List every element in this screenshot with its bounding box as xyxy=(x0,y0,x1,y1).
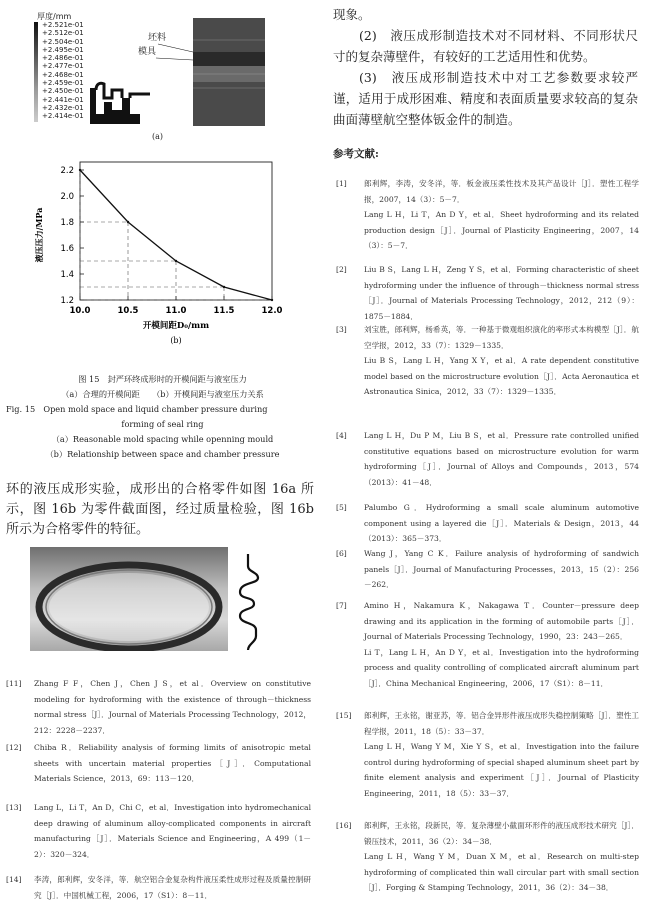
legend-value: +2.477e-01 xyxy=(42,62,84,71)
reference-number: [16] xyxy=(336,821,352,830)
reference-number: [6] xyxy=(336,549,347,558)
reference-item xyxy=(336,262,639,320)
reference-citation: 郎利辉，王永铭，段新民，等．复杂薄壁小截面环形件的液压成形技术研究［J］．锻压技术，2011，36（2）：34－38． xyxy=(364,821,639,846)
reference-number: [14] xyxy=(6,875,22,884)
figure-15b-chart xyxy=(20,150,320,365)
pressure-vs-spacing-chart xyxy=(20,150,320,365)
reference-citation: 刘宝胜，郎利辉，杨希英，等．一种基于微观组织演化的率形式本构模型［J］．航空学报，2012，33（7）：1329－1335． xyxy=(364,325,639,350)
references-left-column xyxy=(6,676,311,916)
body-right-p2: (2) 液压成形制造技术对不同材料、不同形状尺寸的复杂薄壁件，有较好的工艺适用性和优势。 xyxy=(333,28,638,64)
data-point xyxy=(223,286,225,288)
y-tick-label: 1.6 xyxy=(60,244,74,254)
thickness-color-bar xyxy=(34,22,38,122)
body-left-paragraph: 环的液压成形实验，成形出的合格零件如图 16a 所示，图 16b 为零件截面图，经过质量检验，图 16b 所示为合格零件的特征。 xyxy=(6,482,314,537)
data-point xyxy=(127,221,129,223)
reference-citation: Chiba R．Reliability analysis of forming limits of anisotropic metal sheets with uncertain material properties［J］．Computational Materials Science，2013，69：113－120． xyxy=(34,743,311,784)
legend-value: +2.450e-01 xyxy=(42,87,84,96)
references-heading: 参考文献: xyxy=(333,148,379,160)
reference-number: [5] xyxy=(336,503,347,512)
reference-number: [3] xyxy=(336,325,347,334)
reference-text xyxy=(364,818,639,896)
legend-value: +2.459e-01 xyxy=(42,79,84,88)
caption-cn-sub: （a）合理的开模间距 （b）开模间距与液室压力关系 xyxy=(61,389,264,399)
y-tick-label: 2.2 xyxy=(60,166,74,176)
reference-citation: Wang J，Yang C K．Failure analysis of hydroforming of sandwich panels［J］．Journal of Manufacturing Processes，2013，15（2）：256－262． xyxy=(364,549,639,590)
data-point xyxy=(79,169,81,171)
legend-value: +2.441e-01 xyxy=(42,95,84,104)
reference-citation: Zhang F F，Chen J，Chen J S，et al．Overview on constitutive modeling for hydroforming with the existence of through－thickness normal stress［J］．Journal of Materials Processing Technology，2012，212：2228－2237． xyxy=(34,679,311,735)
plot-frame xyxy=(80,162,272,300)
y-tick-label: 1.8 xyxy=(60,218,74,228)
reference-item xyxy=(336,818,639,914)
x-tick-label: 11.5 xyxy=(213,306,235,316)
reference-citation-en: Lang L H，Li T，An D Y，et al．Sheet hydroforming and its related production design［J］．Journal of Plasticity Engineering，2007，14（3）：5－7． xyxy=(364,210,639,251)
reference-citation: Lang L H，Du P M，Liu B S，et al．Pressure rate controlled unified constitutive equations based on microstructure evolution for warm hydroforming［J］．Journal of Alloys and Compounds，2013，574（2013）：41－48． xyxy=(364,431,639,487)
reference-citation-en: Liu B S，Lang L H，Yang X Y，et al．A rate dependent constitutive model based on the microstructure evolution［J］．Acta Aeronautica et Astronautica Sinica，2012，33（7）：1329－1335． xyxy=(364,356,639,397)
reference-item xyxy=(6,872,311,916)
y-axis-label: 液压压力/MPa xyxy=(34,207,44,263)
reference-citation-en: Li T，Lang L H，An D Y，et al．Investigation into the hydroforming process and quality controlling of complicated aircraft aluminum part［J］．China Mechanical Engineering，2006，17（S1）：8－11． xyxy=(364,647,639,688)
reference-number: [13] xyxy=(6,803,22,812)
reference-text xyxy=(364,598,639,692)
reference-item xyxy=(6,800,311,870)
legend-value: +2.468e-01 xyxy=(42,70,84,79)
figure-16-section-profile xyxy=(232,552,282,652)
y-tick-label: 1.2 xyxy=(60,296,74,306)
legend-value: +2.486e-01 xyxy=(42,54,84,63)
caption-en-line2: forming of seal ring xyxy=(121,419,204,429)
reference-number: [11] xyxy=(6,679,22,688)
legend-value: +2.414e-01 xyxy=(42,112,84,121)
y-tick-label: 2.0 xyxy=(60,192,74,202)
seal-ring-part-image xyxy=(30,547,228,651)
reference-text xyxy=(34,676,311,738)
data-point xyxy=(271,299,273,301)
caption-en-line1: Fig. 15 Open mold space and liquid chamber pressure during xyxy=(6,404,268,414)
legend-value: +2.521e-01 xyxy=(42,21,84,29)
reference-text xyxy=(34,740,311,787)
mold-section-drawing xyxy=(90,18,265,126)
label-blank: 坯料 xyxy=(148,33,167,43)
body-right-p0: 现象。 xyxy=(333,7,371,22)
reference-item xyxy=(6,676,311,738)
pressure-line xyxy=(80,170,272,300)
data-point xyxy=(175,260,177,262)
thickness-legend-values xyxy=(42,21,84,121)
reference-item xyxy=(336,500,639,544)
reference-text xyxy=(364,322,639,400)
reference-item xyxy=(336,708,639,816)
reference-item xyxy=(336,176,639,260)
x-tick-label: 10.0 xyxy=(69,306,91,316)
caption-en-a: （a）Reasonable mold spacing while openning mould xyxy=(51,434,274,444)
reference-item xyxy=(336,322,639,426)
reference-number: [1] xyxy=(336,179,347,188)
reference-item xyxy=(336,428,639,498)
figure-16-photo xyxy=(30,547,228,651)
sublabel-b: (b) xyxy=(170,336,182,345)
thickness-legend-title: 厚度/mm xyxy=(37,12,72,21)
reference-citation-en: Lang L H，Wang Y M，Duan X M，et al．Research on multi-step hydroforming of complicated thin wall circular part with small section［J］．Forging & Stamping Technology，2011，36（2）：34－38． xyxy=(364,852,639,893)
legend-value: +2.432e-01 xyxy=(42,103,84,112)
reference-citation: Lang L，Li T，An D，Chi C，et al．Investigation into hydromechanical deep drawing of aluminum alloy-complicated components in aircraft manufacturing［J］．Materials Science and Engineering，A 499（1－2）：320－324． xyxy=(34,803,311,859)
reference-text xyxy=(364,176,639,254)
reference-text xyxy=(364,546,639,593)
reference-citation: 郎利辉，李涛，安冬洋，等．板金液压柔性技术及其产品设计［J］．塑性工程学报，2007，14（3）：5－7． xyxy=(364,179,639,204)
references-right-column xyxy=(336,176,639,916)
legend-value: +2.512e-01 xyxy=(42,29,84,38)
caption-cn-title: 图 15 封严环终成形时的开模间距与液室压力 xyxy=(78,374,247,384)
reference-text xyxy=(364,262,639,324)
label-die: 模具 xyxy=(138,47,157,57)
reference-number: [4] xyxy=(336,431,347,440)
reference-citation: Amino H，Nakamura K，Nakagawa T．Counter－pressure deep drawing and its application in the forming of automobile parts［J］．Journal of Materials Processing Technology，1990，23：243－265． xyxy=(364,601,639,642)
reference-text xyxy=(364,500,639,547)
reference-number: [12] xyxy=(6,743,22,752)
caption-en-b: （b）Relationship between space and chamber pressure xyxy=(45,449,280,459)
reference-citation: 郎利辉，王永铭，谢亚苏，等．铝合金异形件液压成形失稳控制策略［J］．塑性工程学报，2011，18（5）：33－37． xyxy=(364,711,639,736)
reference-text xyxy=(34,800,311,862)
reference-item xyxy=(336,546,639,596)
figure-15-caption xyxy=(0,372,325,462)
reference-item xyxy=(336,598,639,706)
reference-number: [15] xyxy=(336,711,352,720)
reference-citation-en: Lang L H，Wang Y M，Xie Y S，et al．Investigation into the failure control during hydroforming of special shaped aluminum sheet part by finite element analysis and experiment［J］．Journal of Plasticity Engineering，2011，18（5）：33－37． xyxy=(364,742,639,798)
reference-citation: 李涛，郎利辉，安冬洋，等．航空铝合金复杂构件液压柔性成形过程及质量控制研究［J］．中国机械工程，2006，17（S1）：8－11． xyxy=(34,875,311,900)
y-tick-label: 1.4 xyxy=(60,270,74,280)
x-axis-label: 开模间距D₀/mm xyxy=(142,321,210,331)
body-right-p3: (3) 液压成形制造技术中对工艺参数要求较严谨，适用于成形困难、精度和表面质量要求较高的复杂曲面薄壁航空整体钣金件的制造。 xyxy=(333,70,638,127)
legend-value: +2.495e-01 xyxy=(42,45,84,54)
x-tick-label: 12.0 xyxy=(261,306,283,316)
x-tick-label: 11.0 xyxy=(165,306,187,316)
sublabel-a: (a) xyxy=(152,132,164,141)
reference-citation: Liu B S，Lang L H，Zeng Y S，et al．Forming characteristic of sheet hydroforming under the influence of through－thickness normal stress［J］．Journal of Materials Processing Technology，2012，212（9）：1875－1884． xyxy=(364,265,639,321)
x-tick-label: 10.5 xyxy=(117,306,139,316)
figure-15a xyxy=(30,8,320,148)
reference-text xyxy=(364,708,639,802)
reference-text xyxy=(364,428,639,490)
reference-number: [2] xyxy=(336,265,347,274)
reference-text xyxy=(34,872,311,903)
reference-citation: Palumbo G．Hydroforming a small scale aluminum automotive component using a layered die［J］．Materials & Design，2013，44（2013）：365－373． xyxy=(364,503,639,544)
legend-value: +2.504e-01 xyxy=(42,37,84,46)
reference-number: [7] xyxy=(336,601,347,610)
reference-item xyxy=(6,740,311,798)
